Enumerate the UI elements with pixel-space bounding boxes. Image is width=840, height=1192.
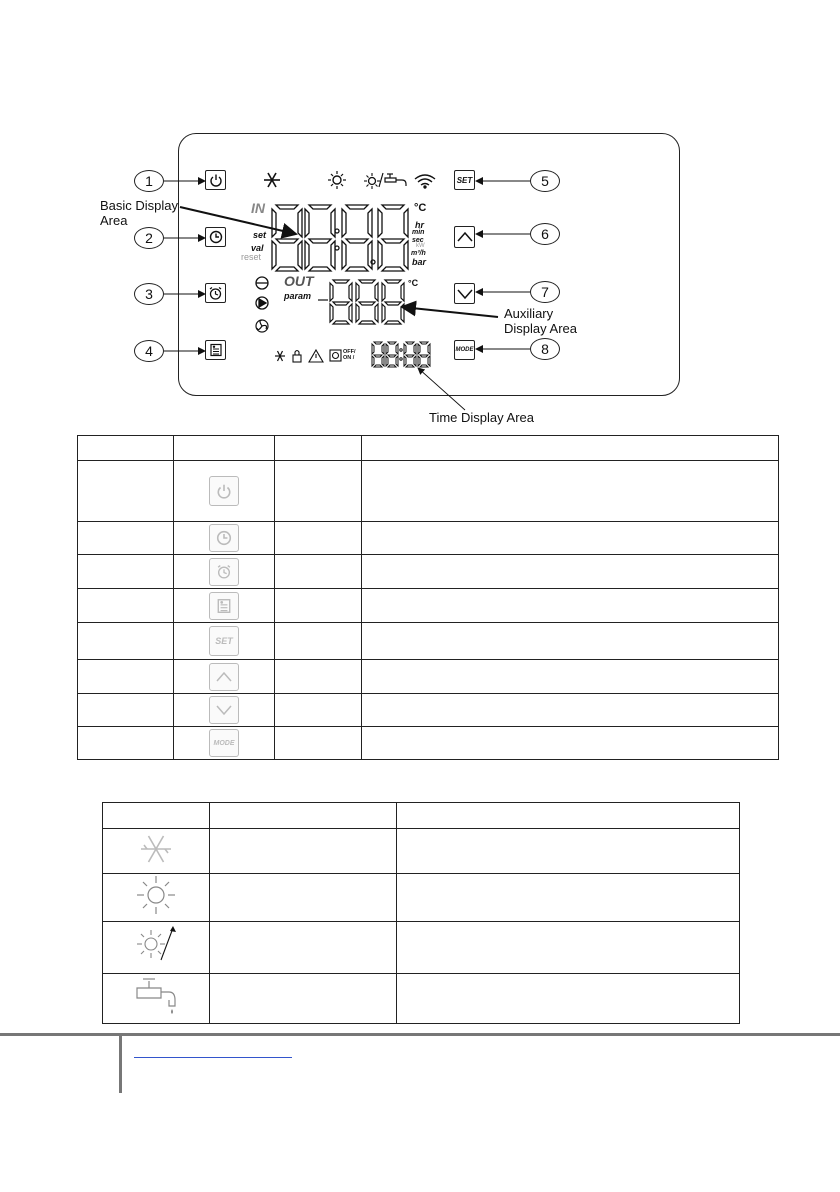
symbol-table <box>102 802 740 1024</box>
symbol-table-header <box>103 803 740 829</box>
unit-celsius-main: °C <box>414 202 427 214</box>
set-key-image <box>209 626 239 656</box>
compressor-icon <box>256 277 268 289</box>
warning-icon <box>309 350 323 362</box>
reset-label: reset <box>241 252 262 262</box>
power-icon <box>216 483 232 499</box>
callout-number-1: 1 <box>134 170 164 192</box>
pump-icon <box>256 297 268 309</box>
callout-number-6: 6 <box>530 223 560 245</box>
menu-key-image <box>209 592 239 620</box>
alarm-clock-icon <box>216 564 232 580</box>
callout-number-8: 8 <box>530 338 560 360</box>
table-row <box>78 522 779 555</box>
table-row <box>78 589 779 623</box>
callout-number-3: 3 <box>134 283 164 305</box>
lock-icon <box>293 351 301 363</box>
time-digits <box>372 342 430 367</box>
table-row <box>78 555 779 589</box>
timer-small-icon <box>330 350 341 361</box>
out-label: OUT <box>284 273 314 289</box>
unit-kw: kW <box>416 243 425 249</box>
power-key-image <box>209 476 239 506</box>
basic-display-label: Basic Display Area <box>100 198 179 228</box>
footer-side-rule <box>119 1033 122 1093</box>
clock-key-image <box>209 524 239 552</box>
defrost-icon <box>275 351 285 361</box>
off-on-label: OFF/ ON / <box>343 349 356 361</box>
button-table-header <box>78 436 779 461</box>
set-key-image-label: SET <box>215 636 233 646</box>
unit-bar: bar <box>412 257 427 267</box>
down-arrow-icon <box>215 704 233 716</box>
aux-digits <box>318 280 404 324</box>
footer-rule <box>0 1033 840 1036</box>
table-row <box>78 623 779 660</box>
unit-min: min <box>412 229 425 236</box>
mode-key-image-label: MODE <box>213 739 235 747</box>
set-key-label: SET <box>456 175 473 185</box>
footer-link-underline <box>134 1057 292 1058</box>
snowflake-icon <box>138 831 174 867</box>
button-table <box>77 435 779 760</box>
auxiliary-display-label: Auxiliary Display Area <box>504 306 577 336</box>
wifi-icon <box>415 175 435 188</box>
up-key-image <box>209 663 239 691</box>
unit-m3h: m³/h <box>411 250 426 257</box>
fan-icon <box>256 320 268 332</box>
param-label: param <box>284 291 312 301</box>
table-row <box>78 727 779 760</box>
callout-number-5: 5 <box>530 170 560 192</box>
sun-icon <box>328 171 346 189</box>
main-digits <box>272 205 408 271</box>
clock-icon <box>216 530 232 546</box>
table-row <box>103 874 740 922</box>
faucet-icon <box>385 174 406 186</box>
sun-icon <box>135 874 177 916</box>
table-row <box>78 694 779 727</box>
table-row <box>103 974 740 1024</box>
table-row <box>103 922 740 974</box>
table-row <box>103 829 740 874</box>
timer-key-image <box>209 558 239 586</box>
mode-key-label: MODE <box>455 347 474 353</box>
unit-celsius-aux: °C <box>408 278 419 288</box>
callout-number-2: 2 <box>134 227 164 249</box>
callout-number-4: 4 <box>134 340 164 362</box>
time-display-label: Time Display Area <box>429 410 534 425</box>
table-row <box>78 660 779 694</box>
set-label: set <box>253 230 267 240</box>
sun-arrow-icon <box>364 173 383 189</box>
down-key-image <box>209 696 239 724</box>
unit-hr: hr <box>415 220 424 230</box>
table-row <box>78 461 779 522</box>
faucet-icon <box>131 974 181 1018</box>
unit-sec: sec <box>412 237 424 244</box>
val-label: val <box>251 243 264 253</box>
in-label: IN <box>251 200 265 216</box>
up-arrow-icon <box>215 671 233 683</box>
snowflake-icon <box>264 173 280 187</box>
sun-arrow-icon <box>131 922 181 968</box>
menu-icon <box>216 598 232 614</box>
callout-number-7: 7 <box>530 281 560 303</box>
mode-key-image <box>209 729 239 757</box>
